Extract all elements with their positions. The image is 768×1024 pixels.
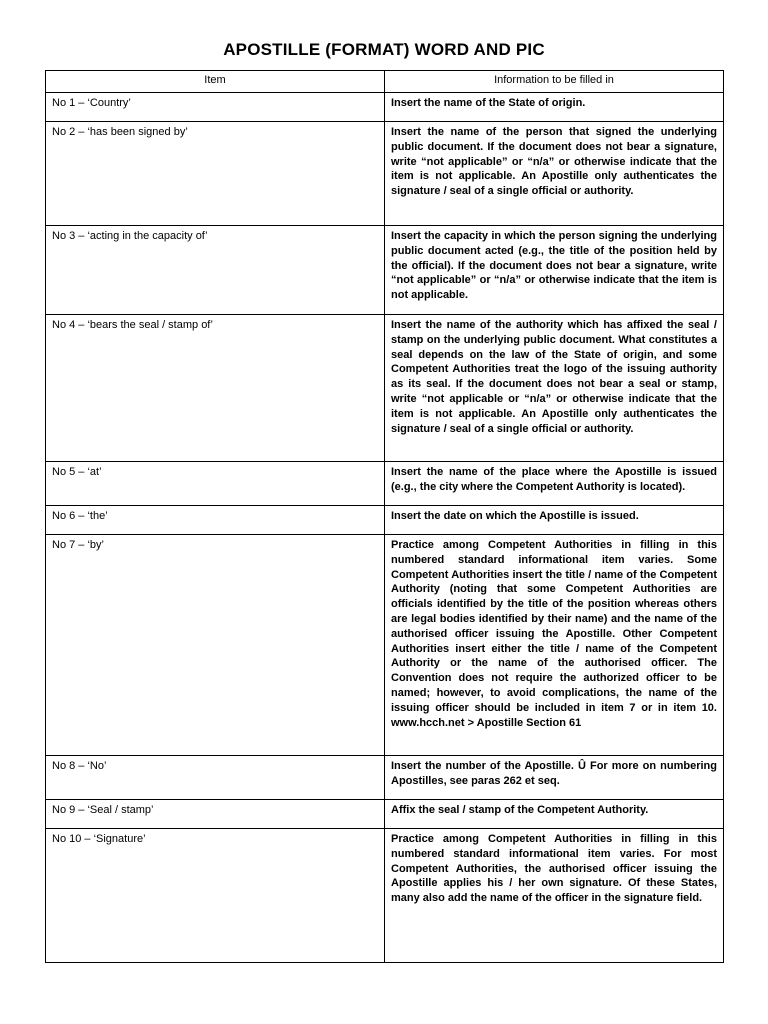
table-row (46, 462, 724, 506)
table-row (46, 122, 724, 226)
item-cell: No 6 – ‘the’ (46, 506, 385, 535)
item-cell: No 3 – ‘acting in the capacity of’ (46, 226, 385, 315)
table-row (46, 506, 724, 535)
item-cell: No 2 – ‘has been signed by’ (46, 122, 385, 226)
item-cell: No 4 – ‘bears the seal / stamp of’ (46, 315, 385, 462)
apostille-items-table (45, 70, 724, 963)
info-cell: Insert the name of the State of origin. (385, 93, 724, 122)
table-header-row (46, 71, 724, 93)
column-header-item: Item (46, 71, 385, 93)
item-cell: No 8 – ‘No’ (46, 756, 385, 800)
item-cell: No 10 – ‘Signature’ (46, 829, 385, 963)
info-cell: Insert the capacity in which the person signing the underlying public document acted (e.g., the title of the position held by the official). If the document does not bear a signature, write “not applicable” or “n/a” or otherwise indicate that the item is not applicable. (385, 226, 724, 315)
info-cell: Insert the date on which the Apostille is issued. (385, 506, 724, 535)
item-cell: No 9 – ‘Seal / stamp’ (46, 800, 385, 829)
info-cell: Practice among Competent Authorities in filling in this numbered standard informational item varies. Some Competent Authorities insert the title / name of the Competent Authority (noting that some Competent Authorities are officials identified by the title of the position whereas others are legal bodies identified by their name) and the name of the authorised officer issuing the Apostille. Other Competent Authorities insert either the title / name of the Competent Authority or the name of the authorised officer. The Convention does not require the authorized officer to be named; however, to avoid complications, the name of the issuing officer should be included in item 7 or in item 10. www.hcch.net > Apostille Section 61 (385, 535, 724, 756)
info-cell: Insert the name of the person that signed the underlying public document. If the document does not bear a signature, write “not applicable” or “n/a” or otherwise indicate that the item is not applicable. An Apostille only authenticates the signature / seal of a single official or authority. (385, 122, 724, 226)
table-row (46, 829, 724, 963)
info-cell: Practice among Competent Authorities in filling in this numbered standard informational item varies. For most Competent Authorities, the authorised officer issuing the Apostille applies his / her own signature. Of these States, many also add the name of the officer in the signature field. (385, 829, 724, 963)
table-row (46, 93, 724, 122)
table-row (46, 535, 724, 756)
item-cell: No 1 – ‘Country’ (46, 93, 385, 122)
table-row (46, 226, 724, 315)
table-row (46, 756, 724, 800)
table-row (46, 800, 724, 829)
table-row (46, 315, 724, 462)
info-cell: Insert the name of the place where the Apostille is issued (e.g., the city where the Competent Authority is located). (385, 462, 724, 506)
info-cell: Insert the name of the authority which has affixed the seal / stamp on the underlying public document. What constitutes a seal depends on the law of the State of origin, and some Competent Authorities treat the logo of the issuing authority as its seal. If the document does not bear a seal or stamp, write “not applicable or “n/a” or otherwise indicate that the item is not applicable. An Apostille only authenticates the signature / seal of a single official or authority. (385, 315, 724, 462)
item-cell: No 5 – ‘at’ (46, 462, 385, 506)
info-cell: Affix the seal / stamp of the Competent Authority. (385, 800, 724, 829)
info-cell: Insert the number of the Apostille. Û For more on numbering Apostilles, see paras 262 et seq. (385, 756, 724, 800)
document-title: APOSTILLE (FORMAT) WORD AND PIC (223, 40, 545, 59)
item-cell: No 7 – ‘by’ (46, 535, 385, 756)
column-header-information: Information to be filled in (385, 71, 724, 93)
